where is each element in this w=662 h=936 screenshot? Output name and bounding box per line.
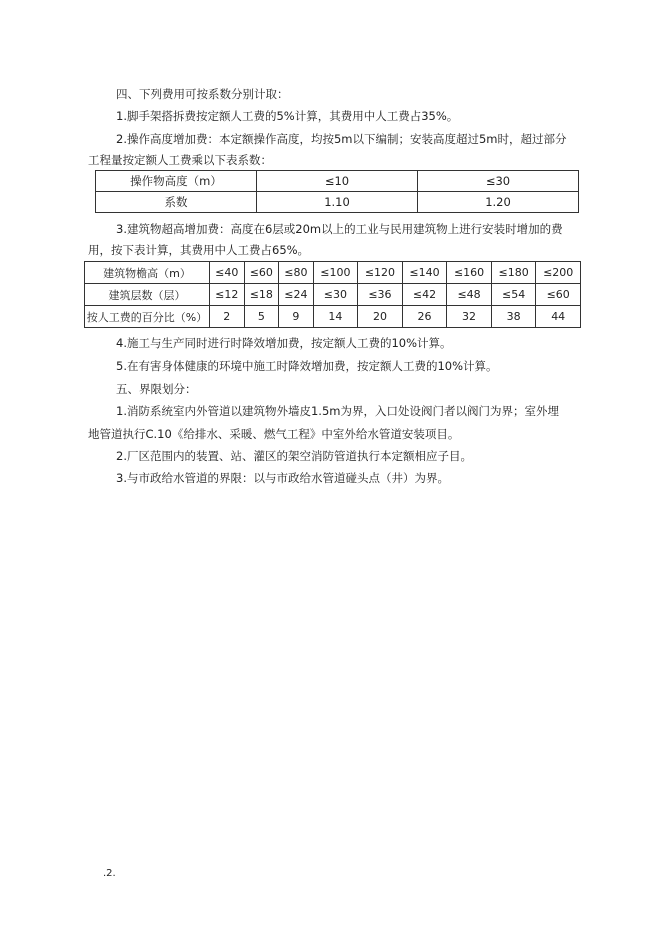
table-row	[96, 192, 579, 213]
table-cell: 9	[279, 306, 314, 328]
table-cell: ≤12	[210, 284, 245, 306]
table-cell: 44	[536, 306, 581, 328]
paragraph-fire-pipe-boundary-line2: 地管道执行C.10《给排水、采暖、燃气工程》中室外给水管道安装项目。	[88, 427, 460, 441]
coefficient-table	[95, 170, 579, 213]
table-cell: ≤60	[244, 262, 279, 284]
paragraph-high-rise-line1: 3.建筑物超高增加费：高度在6层或20m以上的工业与民用建筑物上进行安装时增加的费	[116, 222, 563, 236]
paragraph-fire-pipe-boundary-line1: 1.消防系统室内外管道以建筑物外墙皮1.5m为界，入口处设阀门者以阀门为界；室外埋	[116, 404, 559, 418]
table-cell: 系数	[96, 192, 257, 213]
table-cell: ≤30	[418, 171, 579, 192]
table-cell: ≤80	[279, 262, 314, 284]
table-row	[96, 171, 579, 192]
table-cell: 1.20	[418, 192, 579, 213]
table-cell: ≤54	[491, 284, 536, 306]
table-cell: ≤120	[358, 262, 403, 284]
table-cell: ≤200	[536, 262, 581, 284]
table-row	[85, 262, 581, 284]
table-cell: 建筑物檐高（m）	[85, 262, 210, 284]
table-cell: 38	[491, 306, 536, 328]
table-cell: ≤140	[402, 262, 447, 284]
table-cell: 20	[358, 306, 403, 328]
table-cell: ≤18	[244, 284, 279, 306]
table-cell: ≤180	[491, 262, 536, 284]
table-cell: ≤10	[257, 171, 418, 192]
table-cell: ≤30	[313, 284, 358, 306]
section-four-heading: 四、下列费用可按系数分别计取：	[116, 87, 289, 101]
paragraph-operating-height-line2: 工程量按定额人工费乘以下表系数：	[88, 153, 272, 167]
table-cell: 操作物高度（m）	[96, 171, 257, 192]
table-cell: ≤160	[447, 262, 492, 284]
paragraph-operating-height-line1: 2.操作高度增加费：本定额操作高度，均按5m以下编制；安装高度超过5m时，超过部分	[116, 132, 567, 146]
page-number: .2.	[103, 868, 116, 879]
paragraph-plant-area-pipes: 2.厂区范围内的装置、站、灌区的架空消防管道执行本定额相应子目。	[116, 449, 472, 463]
table-cell: 建筑层数（层）	[85, 284, 210, 306]
paragraph-concurrent-production: 4.施工与生产同时进行时降效增加费，按定额人工费的10%计算。	[116, 336, 452, 350]
table-cell: 5	[244, 306, 279, 328]
table-cell: ≤36	[358, 284, 403, 306]
table-cell: 26	[402, 306, 447, 328]
table-row	[85, 306, 581, 328]
table-cell: 按人工费的百分比（%）	[85, 306, 210, 328]
high-rise-table	[84, 261, 581, 328]
table-cell: ≤48	[447, 284, 492, 306]
table-cell: 1.10	[257, 192, 418, 213]
section-five-heading: 五、界限划分：	[116, 382, 197, 396]
paragraph-scaffold-fee: 1.脚手架搭拆费按定额人工费的5%计算，其费用中人工费占35%。	[116, 109, 459, 123]
table-cell: ≤40	[210, 262, 245, 284]
table-cell: 32	[447, 306, 492, 328]
table-cell: ≤60	[536, 284, 581, 306]
table-cell: 14	[313, 306, 358, 328]
paragraph-municipal-boundary: 3.与市政给水管道的界限：以与市政给水管道碰头点（井）为界。	[116, 471, 449, 485]
paragraph-hazardous-environment: 5.在有害身体健康的环境中施工时降效增加费，按定额人工费的10%计算。	[116, 359, 498, 373]
table-cell: 2	[210, 306, 245, 328]
table-cell: ≤42	[402, 284, 447, 306]
table-cell: ≤100	[313, 262, 358, 284]
paragraph-high-rise-line2: 用，按下表计算，其费用中人工费占65%。	[88, 243, 310, 257]
table-cell: ≤24	[279, 284, 314, 306]
table-row	[85, 284, 581, 306]
